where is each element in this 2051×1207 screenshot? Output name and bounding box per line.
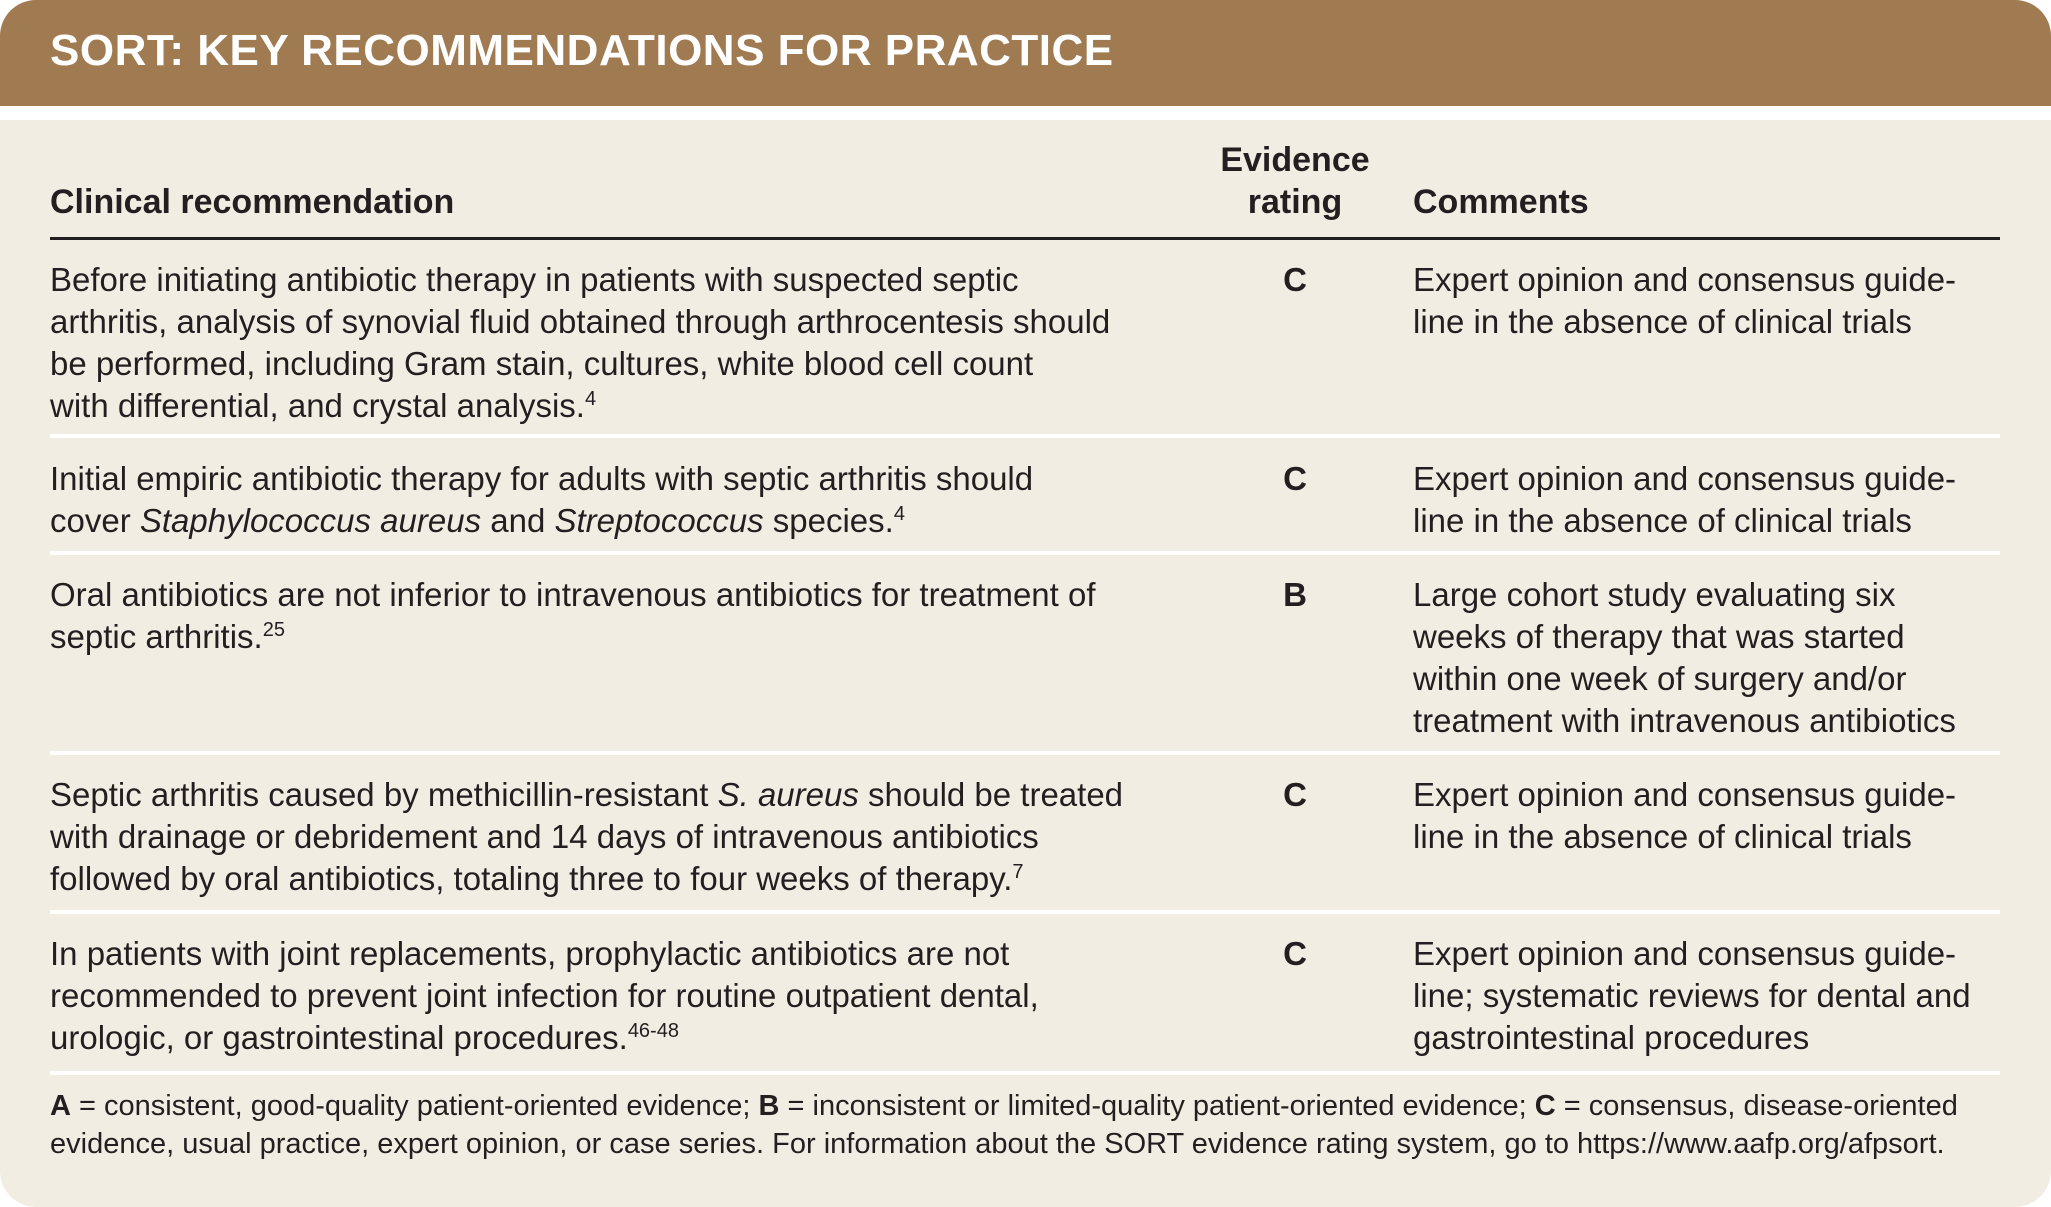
reference-superscript: 7	[1012, 861, 1024, 883]
evidence-rating-cell: B	[1283, 576, 1307, 613]
italic-term: Staphylococcus aureus	[139, 502, 482, 539]
header-comments: Comments	[1413, 183, 1589, 221]
row-divider	[50, 910, 2000, 914]
comment-cell: Expert opinion and consensus guide- line in the absence of clinical trials	[1413, 261, 1957, 340]
row-divider	[50, 551, 2000, 555]
recommendation-fragment: and	[481, 502, 555, 539]
recommendation-cell	[50, 933, 1200, 1059]
footnote-text-c: = consensus, disease-oriented evidence, usual practice, expert opinion, or case series. For information about the SORT evidence rating system, go to https://www.aafp.org/afpsort.	[50, 1090, 1958, 1160]
recommendation-text	[50, 261, 1110, 424]
recommendation-cell	[50, 458, 1200, 542]
comment-cell: Expert opinion and consensus guide- line in the absence of clinical trials	[1413, 460, 1957, 539]
italic-term: Streptococcus	[554, 502, 764, 539]
footnote-text-b: = inconsistent or limited-quality patient-oriented evidence;	[779, 1090, 1535, 1122]
recommendation-fragment: Before initiating antibiotic therapy in patients with suspected septic arthritis, analysis of synovial fluid obtained through arthrocentesis should be performed, including Gram stain, cultures, white blood cell count with differential, and crystal analysis.	[50, 261, 1111, 424]
footnote-text-a: = consistent, good-quality patient-oriented evidence;	[70, 1090, 759, 1122]
title-banner	[0, 0, 2051, 120]
recommendation-text	[50, 460, 1033, 539]
header-evidence-rating: Evidence rating	[1220, 141, 1370, 221]
recommendation-fragment: Septic arthritis caused by methicillin-resistant	[50, 776, 718, 813]
evidence-rating-cell: C	[1283, 776, 1307, 813]
header-clinical-recommendation: Clinical recommendation	[50, 183, 455, 221]
comment-cell: Expert opinion and consensus guide- line; systematic reviews for dental and gastrointestinal procedures	[1413, 935, 1971, 1056]
reference-superscript: 46-48	[627, 1020, 679, 1042]
italic-term: S. aureus	[717, 776, 859, 813]
reference-superscript: 4	[584, 388, 597, 410]
recommendation-fragment: Initial empiric antibiotic therapy for adults with septic arthritis should cover	[50, 460, 1034, 539]
reference-superscript: 25	[262, 619, 285, 641]
evidence-rating-cell: C	[1283, 935, 1307, 972]
recommendation-cell	[50, 774, 1200, 900]
recommendation-cell	[50, 574, 1200, 658]
banner-title: SORT: KEY RECOMMENDATIONS FOR PRACTICE	[50, 26, 1114, 75]
row-divider	[50, 1071, 2000, 1075]
recommendation-fragment: Oral antibiotics are not inferior to intravenous antibiotics for treatment of septic arthritis.	[50, 576, 1096, 655]
reference-superscript: 4	[893, 503, 905, 525]
evidence-rating-footnote	[50, 1087, 2010, 1163]
footnote-key-b: B	[758, 1090, 780, 1122]
recommendation-text	[50, 935, 1039, 1056]
recommendation-fragment: In patients with joint replacements, prophylactic antibiotics are not recommended to prevent joint infection for routine outpatient dental, urologic, or gastrointestinal procedures.	[50, 935, 1039, 1056]
recommendation-fragment: species.	[763, 502, 894, 539]
recommendation-fragment: should be treated with drainage or debridement and 14 days of intravenous antibiotics followed by oral antibiotics, totaling three to four weeks of therapy.	[50, 776, 1124, 897]
comment-cell: Expert opinion and consensus guide- line in the absence of clinical trials	[1413, 776, 1957, 855]
header-rule	[50, 237, 2000, 240]
footnote-key-a: A	[50, 1090, 71, 1122]
recommendation-text	[50, 776, 1123, 897]
comment-cell: Large cohort study evaluating six weeks of therapy that was started within one week of surgery and/or treatment with intravenous antibiotics	[1413, 576, 1956, 739]
evidence-rating-cell: C	[1283, 261, 1307, 298]
recommendation-text	[50, 576, 1096, 655]
row-divider	[50, 434, 2000, 438]
recommendation-cell	[50, 259, 1200, 427]
row-divider	[50, 751, 2000, 755]
footnote-key-c: C	[1534, 1090, 1556, 1122]
evidence-rating-cell: C	[1283, 460, 1307, 497]
